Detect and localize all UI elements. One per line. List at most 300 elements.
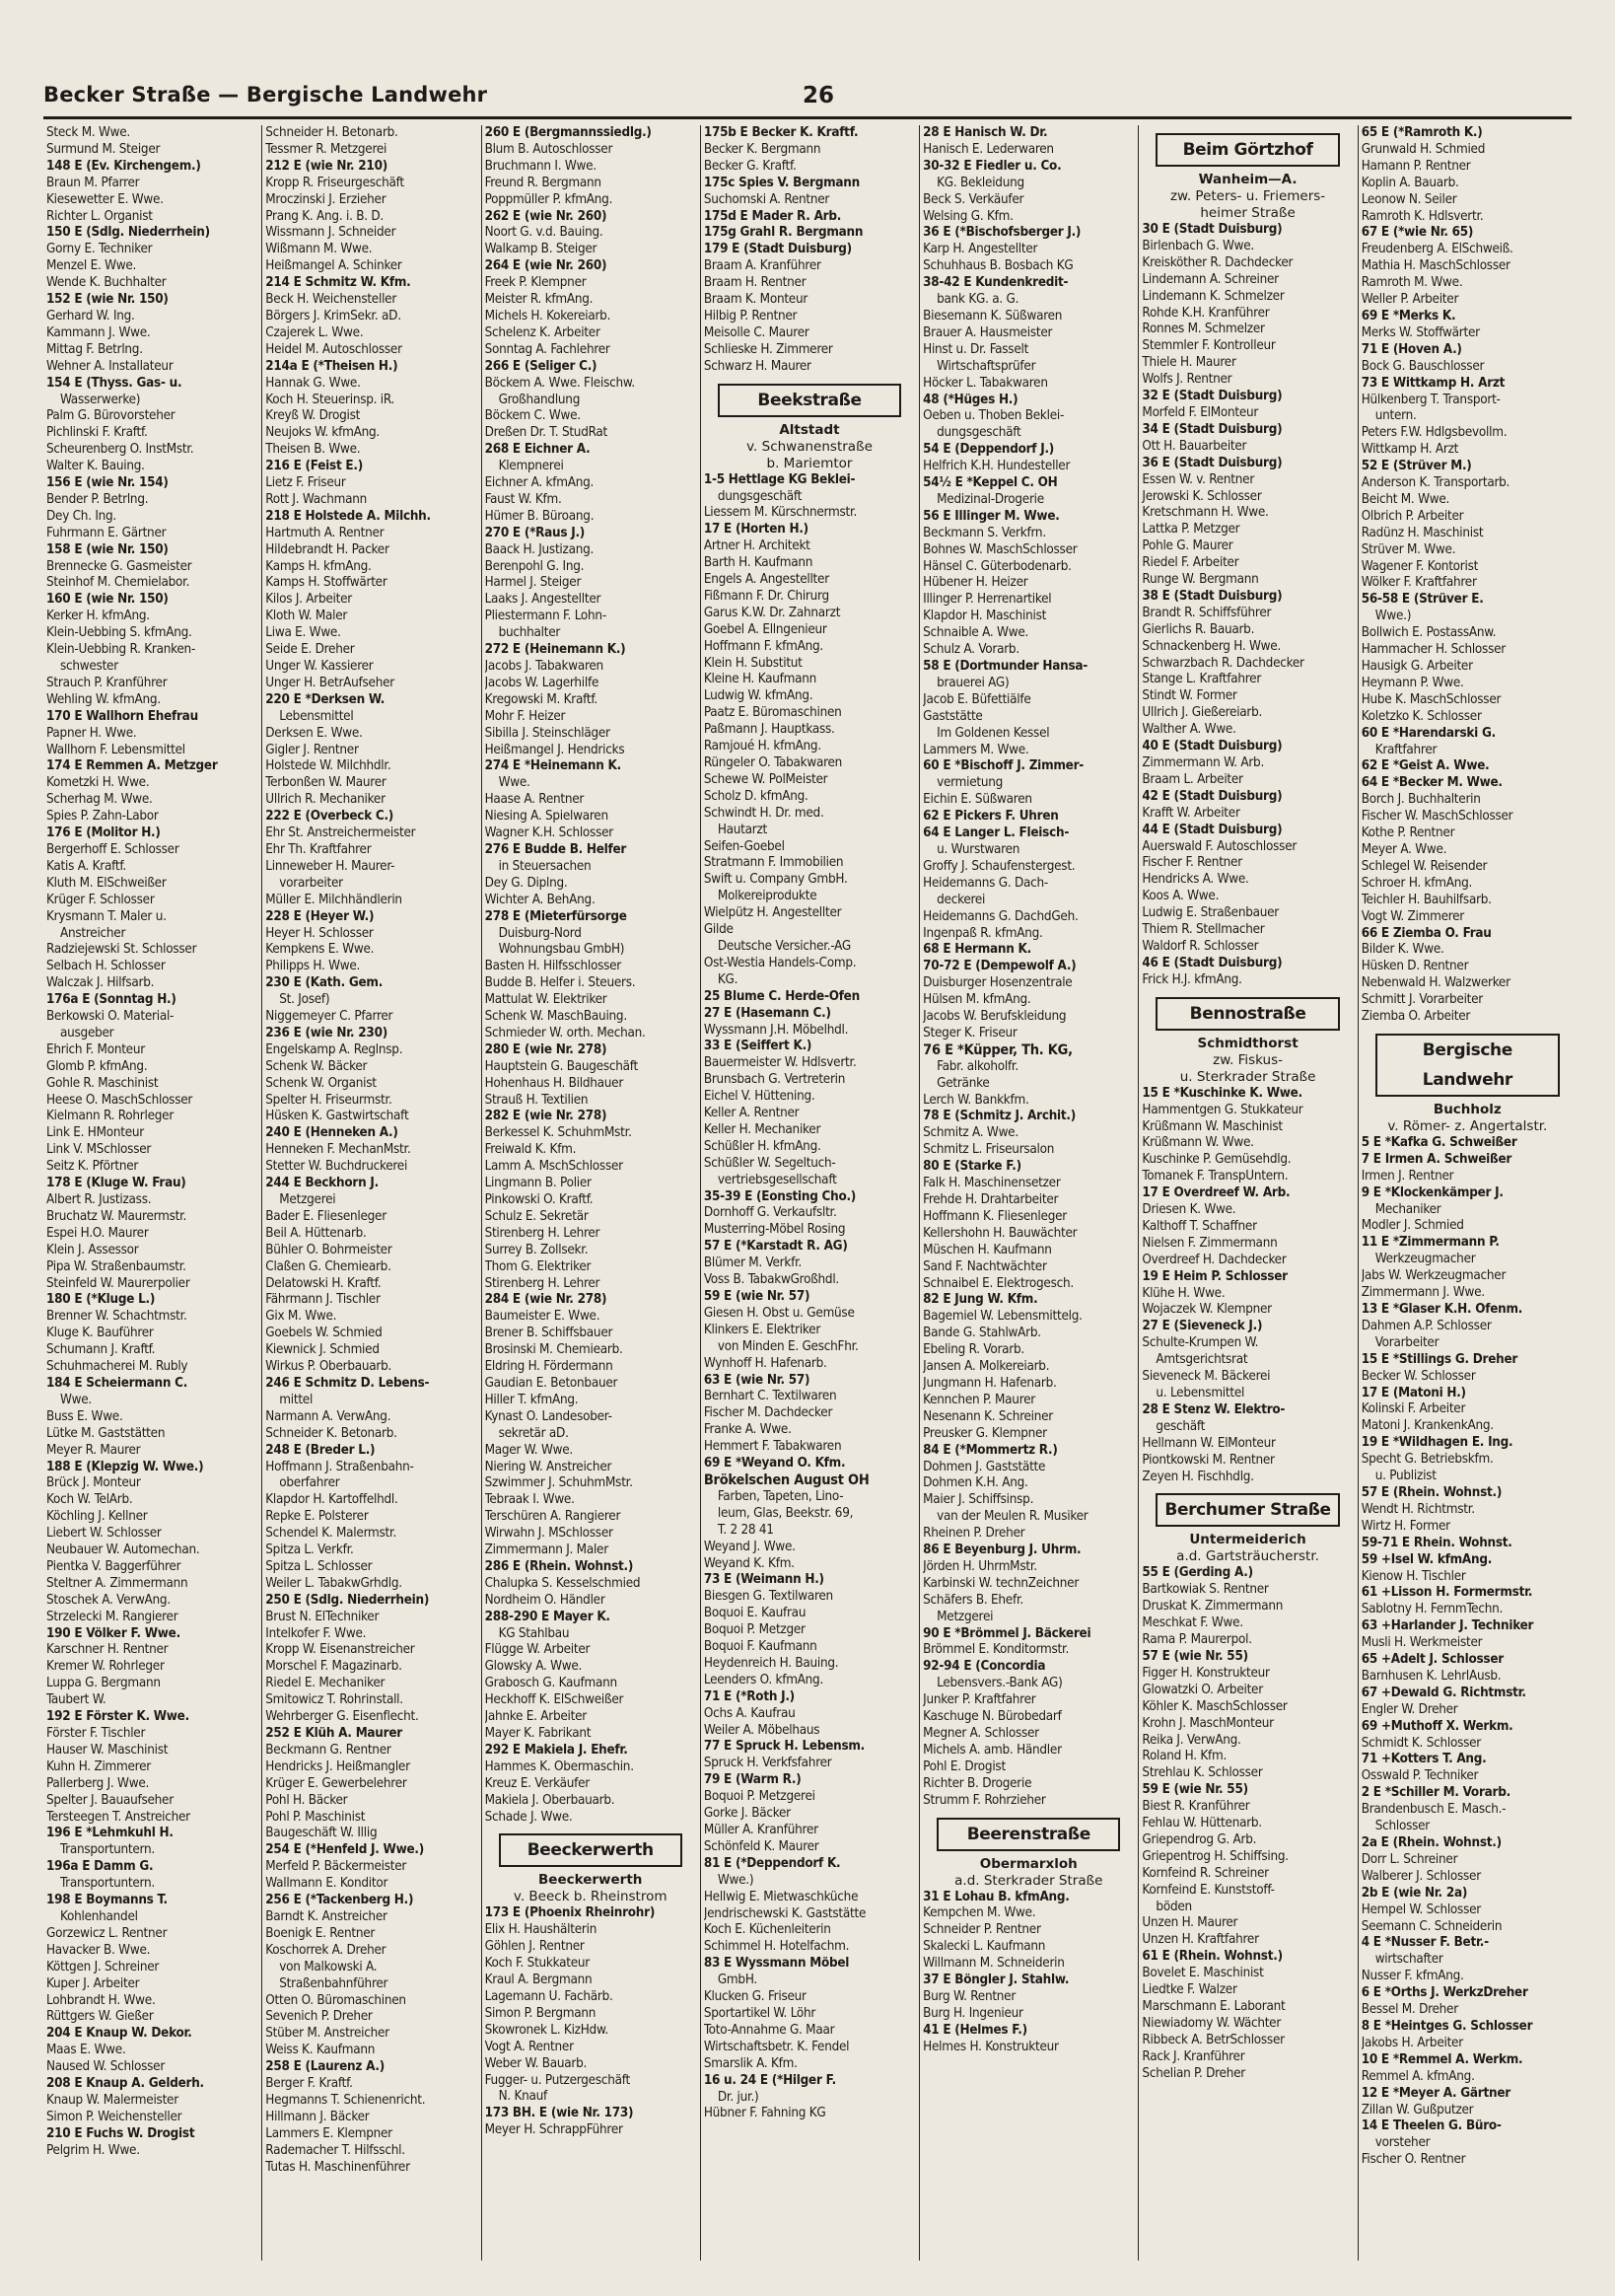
resident-entry: Dr. jur.) [717, 2089, 759, 2105]
resident-entry: Ullrich R. Mechaniker [265, 792, 386, 808]
resident-entry: Brener B. Schiffsbauer [484, 1326, 613, 1341]
resident-entry: Schwindt H. Dr. med. [703, 805, 824, 821]
resident-entry: Glowatzki O. Arbeiter [1142, 1682, 1263, 1697]
resident-entry: Lingmann B. Polier [484, 1176, 592, 1191]
resident-entry: Kothe P. Rentner [1361, 825, 1455, 841]
resident-entry: Braam L. Arbeiter [1142, 771, 1243, 787]
resident-entry: Wwe.) [717, 1872, 754, 1888]
house-number-entry: 33 E (Seiffert K.) [703, 1039, 812, 1054]
house-number-entry: 152 E (wie Nr. 150) [46, 292, 169, 308]
resident-entry: Mroczinski J. Erzieher [265, 191, 386, 207]
resident-entry: Anderson K. Transportarb. [1361, 475, 1510, 491]
resident-entry: Wolfs J. Rentner [1142, 372, 1232, 388]
resident-entry: Hoffmann F. kfmAng. [703, 638, 823, 654]
resident-entry: Tutas H. Maschinenführer [265, 2159, 410, 2175]
resident-entry: Michels H. Kokereiarb. [484, 308, 611, 323]
resident-entry: Schulz E. Sekretär [484, 1208, 589, 1224]
resident-entry: Roland H. Kfm. [1142, 1749, 1228, 1764]
house-number-entry: 19 E Heim P. Schlosser [1142, 1268, 1288, 1284]
resident-entry: Marschmann E. Laborant [1142, 1999, 1286, 2014]
house-number-entry: 170 E Wallhorn Ehefrau [46, 708, 198, 724]
resident-entry: Hiller T. kfmAng. [484, 1392, 579, 1407]
resident-entry: St. Josef) [279, 992, 330, 1008]
resident-entry: Wohnungsbau GmbH) [498, 942, 625, 958]
resident-entry: Meyer H. SchrappFührer [484, 2122, 623, 2138]
house-number-entry: 256 E (*Tackenberg H.) [265, 1893, 414, 1908]
house-number-entry: 272 E (Heinemann K.) [484, 642, 626, 658]
resident-entry: Freiwald K. Kfm. [484, 1142, 577, 1158]
resident-entry: Essen W. v. Rentner [1142, 471, 1255, 487]
resident-entry: Liwa E. Wwe. [265, 625, 341, 641]
resident-entry: Krysmann T. Maler u. [46, 908, 167, 924]
resident-entry: Tersteegen T. Anstreicher [46, 1809, 190, 1825]
resident-entry: Hülsen M. kfmAng. [923, 992, 1031, 1008]
resident-entry: Seemann C. Schneiderin [1361, 1918, 1503, 1934]
resident-entry: Wynhoff H. Hafenarb. [703, 1355, 827, 1371]
house-number-entry: 27 E (Sieveneck J.) [1142, 1319, 1263, 1334]
resident-entry: Spruck H. Verkfsfahrer [703, 1756, 832, 1771]
resident-entry: Engler W. Dreher [1361, 1701, 1458, 1717]
resident-entry: Fährmann J. Tischler [265, 1292, 381, 1308]
house-number-entry: 250 E (Sdlg. Niederrhein) [265, 1592, 430, 1608]
house-number-entry: 69 +Muthoff X. Werkm. [1361, 1718, 1513, 1734]
house-number-entry: 230 E (Kath. Gem. [265, 975, 384, 991]
resident-entry: Schneider H. Betonarb. [265, 125, 398, 140]
resident-entry: Müschen H. Kaufmann [923, 1242, 1052, 1257]
house-number-entry: 214a E (*Theisen H.) [265, 358, 398, 374]
house-number-entry: 16 u. 24 E (*Hilger F. [703, 2072, 836, 2088]
resident-entry: Richter L. Organist [46, 208, 153, 224]
resident-entry: Barth H. Kaufmann [703, 555, 813, 571]
house-number-entry: 27 E (Hasemann C.) [703, 1005, 831, 1021]
resident-entry: Paßmann J. Hauptkass. [703, 722, 835, 738]
house-number-entry: 156 E (wie Nr. 154) [46, 475, 169, 491]
resident-entry: vermietung [937, 775, 1004, 791]
resident-entry: Kiesewetter E. Wwe. [46, 191, 164, 207]
resident-entry: Hellwig E. Mietwaschküche [703, 1889, 859, 1904]
resident-entry: Wirtschaftsprüfer [937, 358, 1036, 374]
resident-entry: Hildebrandt H. Packer [265, 541, 389, 557]
resident-entry: Weyand K. Kfm. [703, 1555, 795, 1571]
resident-entry: Menzel E. Wwe. [46, 258, 137, 274]
resident-entry: Havacker B. Wwe. [46, 1942, 151, 1958]
resident-entry: Kamps H. Stoffwärter [265, 575, 387, 591]
house-number-entry: 154 E (Thyss. Gas- u. [46, 375, 182, 391]
district-label: Schmidthorst [1197, 1035, 1299, 1051]
resident-entry: Sibilla J. Steinschläger [484, 725, 610, 741]
resident-entry: Kennchen P. Maurer [923, 1392, 1035, 1407]
resident-entry: Specht G. Betriebskfm. [1361, 1452, 1494, 1468]
house-number-entry: 208 E Knaup A. Gelderh. [46, 2076, 204, 2092]
resident-entry: Heißmangel J. Hendricks [484, 742, 625, 757]
resident-entry: Heißmangel A. Schinker [265, 258, 402, 274]
resident-entry: Leonow N. Seiler [1361, 191, 1457, 207]
house-number-entry: 258 E (Laurenz A.) [265, 2059, 385, 2075]
resident-entry: Rohde K.H. Kranführer [1142, 305, 1270, 321]
house-number-entry: 36 E (Stadt Duisburg) [1142, 455, 1283, 470]
resident-entry: Ullrich J. Gießereiarb. [1142, 705, 1263, 721]
house-number-entry: 17 E (Horten H.) [703, 522, 808, 538]
house-number-entry: 252 E Klüh A. Maurer [265, 1726, 402, 1741]
house-number-entry: 28 E Hanisch W. Dr. [923, 125, 1048, 140]
resident-entry: Krüßmann W. Maschinist [1142, 1118, 1283, 1134]
house-number-entry: 31 E Lohau B. kfmAng. [923, 1889, 1070, 1904]
resident-entry: Hübener H. Heizer [923, 575, 1028, 591]
resident-entry: Kielmann R. Rohrleger [46, 1109, 175, 1124]
resident-entry: u. Publizist [1374, 1469, 1437, 1484]
house-number-entry: 236 E (wie Nr. 230) [265, 1025, 387, 1040]
house-number-entry: 216 E (Feist E.) [265, 459, 363, 474]
resident-entry: Hülkenberg T. Transport- [1361, 392, 1501, 407]
resident-entry: Wehrberger G. Eisenflecht. [265, 1709, 419, 1725]
resident-entry: Reika J. VerwAng. [1142, 1732, 1241, 1748]
house-number-entry: 81 E (*Deppendorf K. [703, 1855, 841, 1871]
resident-entry: Rama P. Maurerpol. [1142, 1632, 1252, 1648]
resident-entry: Kornfeind R. Schreiner [1142, 1865, 1269, 1881]
resident-entry: Lammers M. Wwe. [923, 742, 1029, 757]
resident-entry: Musli H. Werkmeister [1361, 1635, 1483, 1651]
resident-entry: wirtschafter [1374, 1952, 1443, 1968]
resident-entry: Unger W. Kassierer [265, 659, 374, 674]
resident-entry: N. Knauf [498, 2089, 548, 2105]
resident-entry: Smitowicz T. Rohrinstall. [265, 1692, 403, 1708]
resident-entry: Sevenich P. Dreher [265, 2009, 373, 2025]
resident-entry: Wirtschaftsbetr. K. Fendel [703, 2039, 850, 2054]
resident-entry: Glomb P. kfmAng. [46, 1058, 148, 1074]
resident-entry: Medizinal-Drogerie [937, 491, 1044, 507]
resident-entry: Radziejewski St. Schlosser [46, 942, 197, 958]
resident-entry: Weller P. Arbeiter [1361, 292, 1459, 308]
house-number-entry: 175d E Mader R. Arb. [703, 208, 842, 224]
resident-entry: Sportartikel W. Löhr [703, 2005, 816, 2021]
district-label: Buchholz [1433, 1101, 1502, 1117]
resident-entry: Ingenpaß R. kfmAng. [923, 925, 1043, 941]
house-number-entry: 71 E (*Roth J.) [703, 1688, 795, 1704]
house-number-entry: 67 E (*wie Nr. 65) [1361, 225, 1474, 241]
street-range: a.d. Gartsträucherstr. [1176, 1548, 1319, 1565]
resident-entry: von Minden E. GeschFhr. [717, 1338, 859, 1354]
resident-entry: Schenk W. Organist [265, 1075, 377, 1091]
resident-entry: Griepentrog H. Schiffsing. [1142, 1848, 1289, 1864]
resident-entry: Stirenberg H. Lehrer [484, 1275, 600, 1291]
resident-entry: Hendricks A. Wwe. [1142, 872, 1249, 888]
resident-entry: Göhlen J. Rentner [484, 1939, 585, 1955]
resident-entry: Köhler K. MaschSchlosser [1142, 1698, 1288, 1714]
resident-entry: Transportuntern. [60, 1842, 155, 1858]
resident-entry: Hempel W. Schlosser [1361, 1901, 1481, 1917]
resident-entry: Unzen H. Kraftfahrer [1142, 1932, 1259, 1948]
house-number-entry: 68 E Hermann K. [923, 942, 1031, 958]
resident-entry: Kleine H. Kaufmann [703, 672, 817, 687]
resident-entry: Berenpohl G. Ing. [484, 558, 585, 574]
resident-entry: Simon P. Weichensteller [46, 2109, 182, 2124]
resident-entry: Frick H.J. kfmAng. [1142, 971, 1242, 987]
resident-entry: Riedel F. Arbeiter [1142, 555, 1239, 571]
resident-entry: Osswald P. Techniker [1361, 1768, 1479, 1784]
resident-entry: Wirkus P. Oberbauarb. [265, 1359, 392, 1375]
resident-entry: Eichin E. Süßwaren [923, 792, 1032, 808]
house-number-entry: 59 E (wie Nr. 55) [1142, 1782, 1248, 1798]
resident-entry: Fehlau W. Hüttenarb. [1142, 1816, 1262, 1831]
house-number-entry: 59 +Isel W. kfmAng. [1361, 1551, 1493, 1567]
house-number-entry: 83 E Wyssmann Möbel [703, 1956, 850, 1972]
resident-entry: Luppa G. Bergmann [46, 1676, 161, 1691]
resident-entry: Repke E. Polsterer [265, 1509, 369, 1525]
resident-entry: Jansen A. Molkereiarb. [923, 1359, 1050, 1375]
resident-entry: Schumann J. Kraftf. [46, 1342, 156, 1358]
house-number-entry: 282 E (wie Nr. 278) [484, 1109, 607, 1124]
resident-entry: Bergerhoff E. Schlosser [46, 841, 179, 857]
resident-entry: Strauch P. Kranführer [46, 675, 168, 690]
resident-entry: Jörden H. UhrmMstr. [923, 1558, 1037, 1574]
resident-entry: Auerswald F. Autoschlosser [1142, 838, 1298, 854]
resident-entry: Burg H. Ingenieur [923, 2005, 1023, 2021]
resident-entry: Buss E. Wwe. [46, 1408, 123, 1424]
resident-entry: Kienow H. Tischler [1361, 1568, 1466, 1584]
resident-entry: Jacob E. Büfettiälfe [923, 691, 1031, 707]
resident-entry: Engels A. Angestellter [703, 572, 829, 588]
resident-entry: Wehner A. Installateur [46, 358, 174, 374]
house-number-entry: 190 E Völker F. Wwe. [46, 1625, 180, 1641]
resident-entry: Sand F. Nachtwächter [923, 1258, 1047, 1274]
resident-entry: Stirenberg H. Lehrer [484, 1225, 600, 1241]
resident-entry: Ronnes M. Schmelzer [1142, 322, 1265, 337]
resident-entry: Radünz H. Maschinist [1361, 525, 1484, 540]
resident-entry: Unger H. BetrAufseher [265, 675, 394, 690]
resident-entry: Wojaczek W. Klempner [1142, 1302, 1272, 1318]
resident-entry: Schimmel H. Hotelfachm. [703, 1939, 850, 1955]
resident-entry: Kilos J. Arbeiter [265, 592, 352, 608]
resident-entry: Swift u. Company GmbH. [703, 872, 848, 888]
column-4 [701, 125, 920, 2260]
resident-entry: Liedtke F. Walzer [1142, 1982, 1237, 1998]
house-number-entry: 69 E *Weyand O. Kfm. [703, 1456, 846, 1471]
resident-entry: Hinst u. Dr. Fasselt [923, 341, 1029, 357]
resident-entry: Schönfeld K. Maurer [703, 1838, 819, 1854]
resident-entry: Lebensvers.-Bank AG) [937, 1676, 1063, 1691]
resident-entry: Philipps H. Wwe. [265, 959, 361, 974]
house-number-entry: 65 E (*Ramroth K.) [1361, 125, 1483, 140]
resident-entry: Goebel A. Ellngenieur [703, 621, 827, 637]
resident-entry: Meyer R. Maurer [46, 1442, 141, 1458]
resident-entry: Stoschek A. VerwAng. [46, 1592, 171, 1608]
resident-entry: Fischer F. Rentner [1142, 855, 1242, 871]
resident-entry: Elix H. Haushälterin [484, 1922, 597, 1938]
resident-entry: Borch J. Buchhalterin [1361, 792, 1481, 808]
resident-entry: Schnackenberg H. Wwe. [1142, 638, 1282, 654]
resident-entry: Klühe H. Wwe. [1142, 1285, 1226, 1301]
resident-entry: Kraul A. Bergmann [484, 1973, 593, 1988]
resident-entry: Schnaible A. Wwe. [923, 625, 1029, 641]
resident-entry: Böckem A. Wwe. Fleischw. [484, 375, 635, 391]
house-number-entry: 228 E (Heyer W.) [265, 908, 375, 924]
resident-entry: Werkzeugmacher [1374, 1252, 1476, 1267]
resident-entry: Ochs A. Kaufrau [703, 1705, 796, 1721]
resident-entry: Anstreicher [60, 925, 126, 941]
resident-entry: Bartkowiak S. Rentner [1142, 1582, 1269, 1598]
resident-entry: Gorny E. Techniker [46, 242, 153, 257]
house-number-entry: 8 E *Heintges G. Schlosser [1361, 2018, 1533, 2034]
resident-entry: Hammentgen G. Stukkateur [1142, 1102, 1303, 1117]
resident-entry: Lammers E. Klempner [265, 2125, 392, 2141]
resident-entry: Lebensmittel [279, 708, 354, 724]
house-number-entry: 65 +Adelt J. Schlosser [1361, 1652, 1504, 1668]
resident-entry: Rüngeler O. Tabakwaren [703, 755, 843, 770]
resident-entry: Freek P. Klempner [484, 275, 587, 291]
house-number-entry: 73 E Wittkamp H. Arzt [1361, 375, 1506, 391]
resident-entry: Weiss K. Kaufmann [265, 2043, 376, 2058]
house-number-entry: 254 E (*Henfeld J. Wwe.) [265, 1842, 424, 1858]
resident-entry: Oeben u. Thoben Beklei- [923, 408, 1065, 424]
resident-entry: Baugeschäft W. Illig [265, 1826, 378, 1841]
resident-entry: T. 2 28 41 [717, 1522, 774, 1538]
resident-entry: Vorarbeiter [1374, 1334, 1439, 1350]
column-5 [920, 125, 1139, 2260]
resident-entry: Bande G. StahlwArb. [923, 1326, 1041, 1341]
resident-entry: Link E. HMonteur [46, 1125, 144, 1141]
resident-entry: Kropp R. Friseurgeschäft [265, 175, 404, 190]
resident-entry: Deutsche Versicher.-AG [717, 938, 851, 954]
resident-entry: Strumm F. Rohrzieher [923, 1792, 1046, 1808]
resident-entry: Kiewnick J. Schmied [265, 1342, 380, 1358]
resident-entry: Ehr St. Anstreichermeister [265, 825, 416, 841]
house-number-entry: 61 E (Rhein. Wohnst.) [1142, 1949, 1283, 1965]
resident-entry: Brennecke G. Gasmeister [46, 558, 192, 574]
resident-entry: Toto-Annahme G. Maar [703, 2022, 835, 2038]
house-number-entry: 42 E (Stadt Duisburg) [1142, 788, 1283, 804]
resident-entry: Barnhusen K. LehrlAusb. [1361, 1668, 1502, 1684]
resident-entry: Biesgen G. Textilwaren [703, 1589, 833, 1605]
house-number-entry: 184 E Scheiermann C. [46, 1375, 188, 1391]
resident-entry: Linneweber H. Maurer- [265, 858, 395, 874]
resident-entry: Böckem C. Wwe. [484, 408, 581, 424]
resident-entry: Junker P. Kraftfahrer [923, 1692, 1036, 1708]
resident-entry: Hanisch E. Lederwaren [923, 141, 1054, 157]
resident-entry: Heyer H. Schlosser [265, 925, 374, 941]
resident-entry: Hübner F. Fahning KG [703, 2106, 826, 2121]
resident-entry: Hänsel C. Güterbodenarb. [923, 558, 1072, 574]
resident-entry: Walberer J. Schlosser [1361, 1868, 1481, 1884]
resident-entry: Knaup W. Malermeister [46, 2092, 178, 2108]
resident-entry: Suchomski A. Rentner [703, 191, 830, 207]
resident-entry: Driesen K. Wwe. [1142, 1202, 1236, 1218]
resident-entry: Mathia H. MaschSchlosser [1361, 258, 1510, 274]
resident-entry: Piontkowski M. Rentner [1142, 1452, 1275, 1468]
resident-entry: Neubauer W. Automechan. [46, 1543, 200, 1558]
resident-entry: Fischer O. Rentner [1361, 2152, 1466, 2168]
resident-entry: Engelskamp A. Reglnsp. [265, 1041, 403, 1057]
house-number-entry: 64 E *Becker M. Wwe. [1361, 775, 1503, 791]
resident-entry: vorarbeiter [279, 875, 343, 891]
resident-entry: Liessem M. Kürschnermstr. [703, 505, 858, 521]
resident-entry: Bohnes W. MaschSchlosser [923, 541, 1078, 557]
resident-entry: Vogt W. Zimmerer [1361, 908, 1464, 924]
resident-entry: Blum B. Autoschlosser [484, 141, 613, 157]
house-number-entry: 1-5 Hettlage KG Beklei- [703, 471, 856, 487]
resident-entry: Noort G. v.d. Bauing. [484, 225, 603, 241]
resident-entry: Kohlenhandel [60, 1908, 138, 1924]
house-number-entry: 86 E Beyenburg J. Uhrm. [923, 1543, 1082, 1558]
resident-entry: Becker W. Schlosser [1361, 1368, 1476, 1384]
resident-entry: Wasserwerke) [60, 392, 141, 407]
resident-entry: Laaks J. Angestellter [484, 592, 601, 608]
house-number-entry: 13 E *Glaser K.H. Ofenm. [1361, 1302, 1523, 1317]
resident-entry: Metzgerei [937, 1609, 994, 1624]
resident-entry: Metzgerei [279, 1192, 336, 1207]
resident-entry: Selbach H. Schlosser [46, 959, 166, 974]
house-number-entry: 240 E (Henneken A.) [265, 1125, 398, 1141]
resident-entry: Koos A. Wwe. [1142, 889, 1220, 904]
resident-entry: Derksen E. Wwe. [265, 725, 363, 741]
street-range: zw. Peters- u. Friemers- [1169, 188, 1326, 204]
street-heading: Beeckerwerth [499, 1833, 682, 1867]
resident-entry: Strüver M. Wwe. [1361, 541, 1456, 557]
resident-entry: Grabosch G. Kaufmann [484, 1676, 617, 1691]
house-number-entry: 11 E *Zimmermann P. [1361, 1235, 1500, 1251]
resident-entry: Pliestermann F. Lohn- [484, 609, 606, 624]
resident-entry: Claßen G. Chemiearb. [265, 1258, 391, 1274]
resident-entry: Seifen-Goebel [703, 838, 785, 854]
resident-entry: Groffy J. Schaufenstergest. [923, 858, 1076, 874]
resident-entry: Gohle R. Maschinist [46, 1075, 159, 1091]
resident-entry: Gigler J. Rentner [265, 742, 359, 757]
resident-entry: Biesemann K. Süßwaren [923, 308, 1063, 323]
resident-entry: Kynast O. Landesober- [484, 1408, 612, 1424]
resident-entry: Artner H. Architekt [703, 538, 810, 554]
resident-entry: Mayer K. Fabrikant [484, 1726, 592, 1741]
resident-entry: Ebeling R. Vorarb. [923, 1342, 1024, 1358]
resident-entry: Fischer M. Dachdecker [703, 1405, 833, 1421]
resident-entry: Voss B. TabakwGroßhdl. [703, 1272, 839, 1288]
resident-entry: Biest R. Kranführer [1142, 1799, 1250, 1815]
house-number-entry: 173 E (Phoenix Rheinrohr) [484, 1905, 656, 1921]
resident-entry: Dornhoff G. Verkaufsltr. [703, 1205, 837, 1221]
resident-entry: Wissmann J. Schneider [265, 225, 396, 241]
resident-entry: Nielsen F. Zimmermann [1142, 1235, 1278, 1251]
house-number-entry: 175c Spies V. Bergmann [703, 175, 860, 190]
resident-entry: Nordheim O. Händler [484, 1592, 605, 1608]
resident-entry: Illinger P. Herrenartikel [923, 592, 1052, 608]
resident-entry: Beck H. Weichensteller [265, 292, 397, 308]
house-number-entry: 36 E (*Bischofsberger J.) [923, 225, 1082, 241]
resident-entry: Krafft W. Arbeiter [1142, 805, 1240, 821]
resident-entry: Runge W. Bergmann [1142, 572, 1259, 588]
resident-entry: Klinkers E. Elektriker [703, 1322, 821, 1337]
resident-entry: Brandt R. Schiffsführer [1142, 605, 1272, 620]
house-number-entry: 80 E (Starke F.) [923, 1159, 1021, 1175]
house-number-entry: 46 E (Stadt Duisburg) [1142, 955, 1283, 970]
house-number-entry: 246 E Schmitz D. Lebens- [265, 1375, 430, 1391]
resident-entry: Haase A. Rentner [484, 792, 585, 808]
resident-entry: Schulz A. Vorarb. [923, 642, 1019, 658]
resident-entry: Schmieder W. orth. Mechan. [484, 1025, 646, 1040]
resident-entry: Schmitz L. Friseursalon [923, 1142, 1055, 1158]
resident-entry: Karp H. Angestellter [923, 242, 1038, 257]
column-7 [1359, 125, 1578, 2260]
resident-entry: Morschel F. Magazinarb. [265, 1659, 402, 1675]
house-number-entry: 17 E Overdreef W. Arb. [1142, 1185, 1291, 1201]
resident-entry: Krüger E. Gewerbelehrer [265, 1775, 407, 1791]
resident-entry: Birlenbach G. Wwe. [1142, 238, 1254, 253]
street-range: v. Schwanenstraße [746, 438, 873, 455]
resident-entry: Maier J. Schiffsinsp. [923, 1492, 1034, 1508]
resident-entry: Spelter H. Friseurmstr. [265, 1092, 392, 1108]
resident-entry: Rack J. Kranführer [1142, 2048, 1245, 2064]
house-number-entry: 7 E Irmen A. Schweißer [1361, 1151, 1512, 1167]
house-number-entry: 180 E (*Kluge L.) [46, 1292, 156, 1308]
resident-entry: vertriebsgesellschaft [717, 1172, 837, 1187]
resident-entry: Lindemann K. Schmelzer [1142, 288, 1285, 304]
